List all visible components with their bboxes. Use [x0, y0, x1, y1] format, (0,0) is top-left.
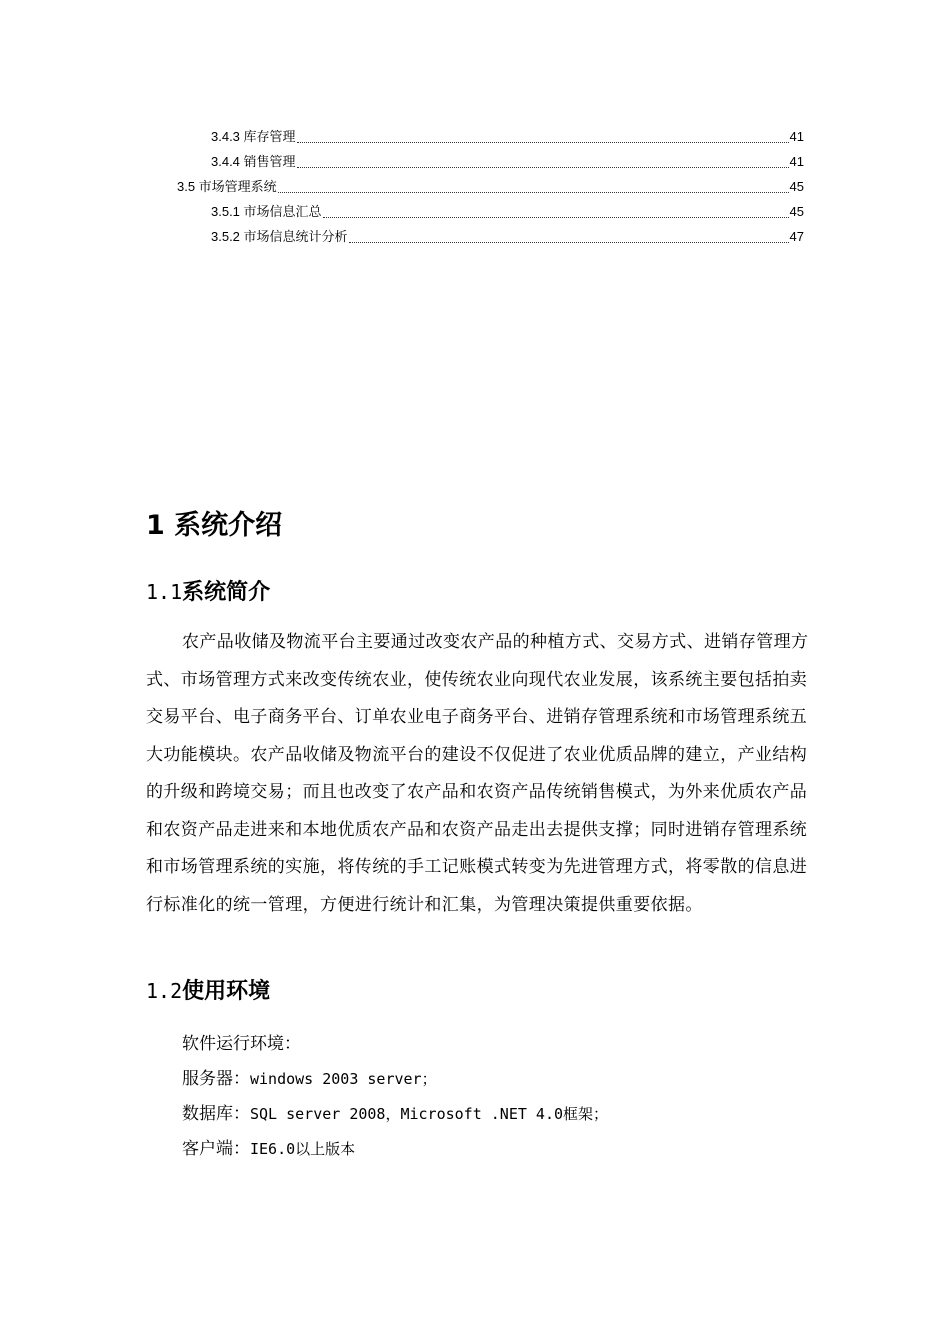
toc-entry-page: 45 [789, 179, 804, 194]
toc-entry-page: 41 [789, 129, 804, 144]
server-label: 服务器： [182, 1069, 250, 1089]
toc-entry-title: 3.4.4 销售管理 [211, 154, 296, 169]
section-title: 系统简介 [182, 580, 271, 605]
env-client-line [182, 1137, 355, 1161]
toc-entry[interactable] [211, 152, 804, 172]
toc-entry[interactable] [211, 202, 804, 222]
section-number: 1.1 [146, 580, 183, 604]
env-intro-line: 软件运行环境： [182, 1034, 301, 1054]
chapter-heading: 1 系统介绍 [146, 510, 283, 541]
toc-entry-title: 3.4.3 库存管理 [211, 129, 296, 144]
database-value: SQL server 2008，Microsoft .NET 4.0框架； [250, 1105, 609, 1123]
toc-entry-title: 3.5.1 市场信息汇总 [211, 204, 322, 219]
toc-dot-leader [297, 153, 789, 168]
database-label: 数据库： [182, 1104, 250, 1124]
toc-entry[interactable] [177, 177, 804, 197]
toc-entry[interactable] [211, 127, 804, 147]
toc-entry-page: 47 [789, 229, 804, 244]
env-server-line [182, 1067, 437, 1091]
toc-entry-page: 45 [789, 204, 804, 219]
client-value: IE6.0以上版本 [250, 1140, 356, 1158]
toc-entry[interactable] [211, 227, 804, 247]
env-database-line [182, 1102, 608, 1126]
intro-paragraph: 农产品收储及物流平台主要通过改变农产品的种植方式、交易方式、进销存管理方式、市场管理方式来改变传统农业，使传统农业向现代农业发展，该系统主要包括拍卖交易平台、电子商务平台、订单农业电子商务平台、进销存管理系统和市场管理系统五大功能模块。农产品收储及物流平台的建设不仅促进了农业优质品牌的建立，产业结构的升级和跨境交易；而且也改变了农产品和农资产品传统销售模式，为外来优质农产品和农资产品走进来和本地优质农产品和农资产品走出去提供支撑；同时进销存管理系统和市场管理系统的实施，将传统的手工记账模式转变为先进管理方式，将零散的信息进行标准化的统一管理，方便进行统计和汇集，为管理决策提供重要依据。 [146, 632, 809, 915]
toc-entry-title: 3.5.2 市场信息统计分析 [211, 229, 348, 244]
client-label: 客户端： [182, 1139, 250, 1159]
server-value: windows 2003 server； [250, 1070, 437, 1088]
section-heading-1-2 [146, 976, 270, 1007]
toc-dot-leader [349, 228, 789, 243]
section-number: 1.2 [146, 979, 183, 1003]
toc-dot-leader [323, 203, 789, 218]
section-title: 使用环境 [182, 979, 271, 1004]
toc-entry-page: 41 [789, 154, 804, 169]
section-heading-1-1 [146, 577, 270, 608]
toc-dot-leader [297, 128, 789, 143]
toc-dot-leader [278, 178, 789, 193]
toc-entry-title: 3.5 市场管理系统 [177, 179, 277, 194]
